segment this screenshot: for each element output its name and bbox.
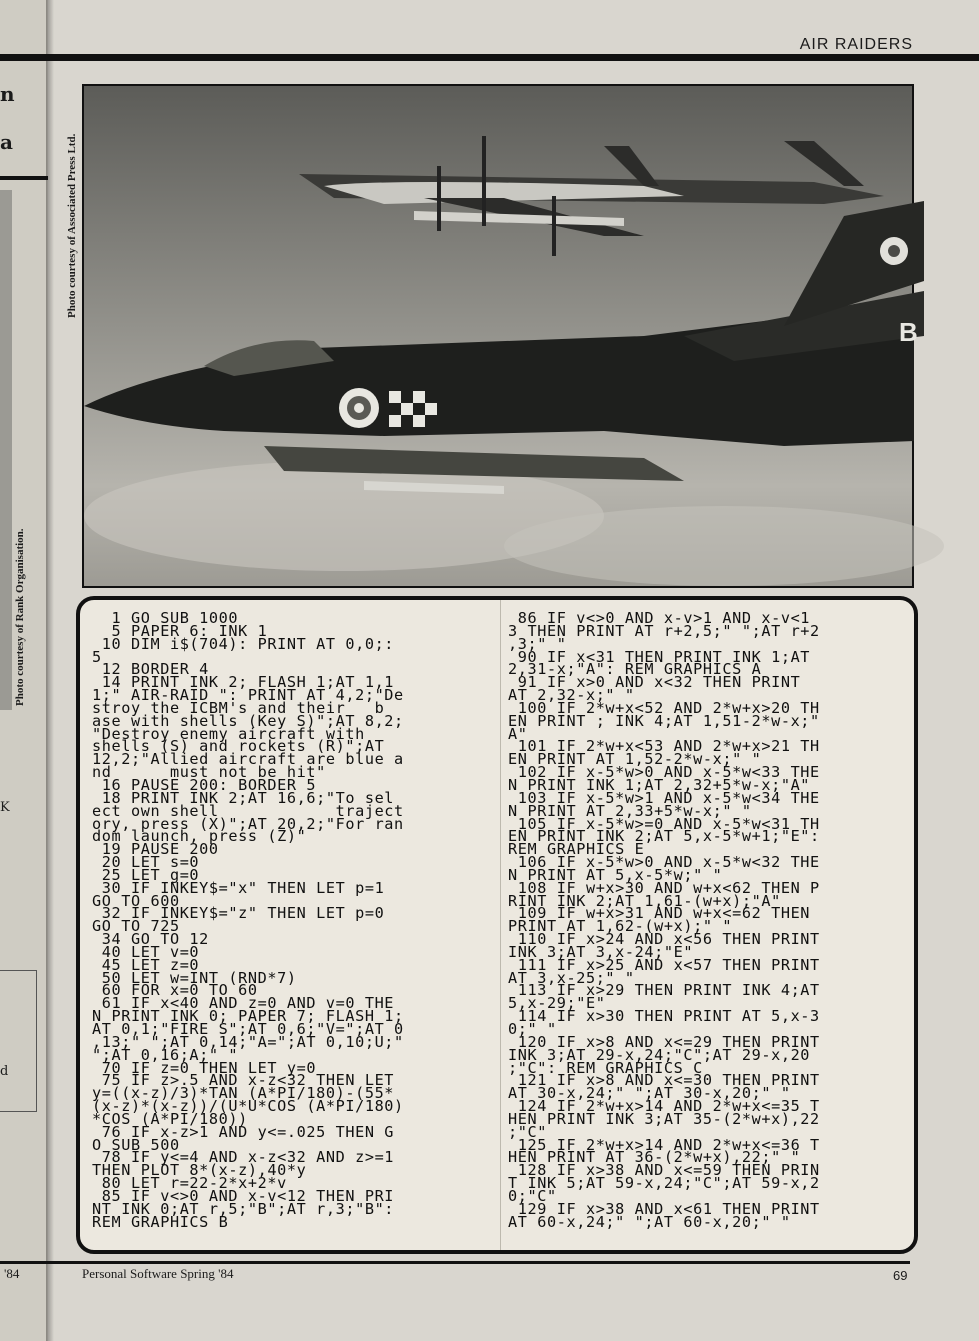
listing-line: ;"C" — [508, 1122, 547, 1141]
left-page-letter-d: d — [0, 1064, 9, 1079]
listing-line: EN PRINT ; INK 4;AT 1,51-2*w-x;" — [508, 711, 820, 730]
listing-line: ase with shells (Key S)";AT 8,2; — [92, 711, 404, 730]
listing-line: 129 IF x>38 AND x<61 THEN PRINT — [508, 1199, 820, 1218]
listing-column-divider — [500, 600, 501, 1250]
listing-line: A" — [508, 724, 528, 743]
listing-line: AT 3,x-25;" " — [508, 968, 635, 987]
listing-line: 12,2;"Allied aircraft are blue a — [92, 750, 404, 769]
listing-line: 45 LET z=0 — [92, 955, 200, 974]
listing-line: ect own shell traject — [92, 801, 404, 820]
listing-line: AT 0,1;"FIRE S";AT 0,6;"V=";AT 0 — [92, 1020, 404, 1038]
listing-line: 32 IF INKEY$="z" THEN LET p=0 — [92, 904, 385, 923]
aircraft-photo-illustration — [84, 86, 918, 586]
listing-line: 75 IF z>.5 AND x-z<32 THEN LET — [92, 1071, 395, 1090]
listing-line: EN PRINT AT 1,52-2*w-x;" " — [508, 750, 762, 769]
photo-credit-rank-organisation: Photo courtesy of Rank Organisation. — [14, 528, 26, 706]
listing-line: 50 LET w=INT (RND*7) — [92, 968, 297, 987]
listing-line: 105 IF x-5*w>=0 AND x-5*w<31 TH — [508, 814, 820, 833]
listing-line: 3 THEN PRINT AT r+2,5;" ";AT r+2 — [508, 621, 820, 640]
tail-marking: B — [899, 317, 918, 347]
listing-line: 85 IF v<>0 AND x-v<12 THEN PRI — [92, 1186, 395, 1205]
listing-line: 19 PAUSE 200 — [92, 840, 219, 859]
page-number: 69 — [893, 1268, 908, 1283]
listing-line: GO TO 600 — [92, 891, 180, 910]
listing-line: 25 LET g=0 — [92, 865, 200, 884]
listing-line: 124 IF 2*w+x>14 AND 2*w+x<=35 T — [508, 1097, 820, 1116]
listing-line: 5,x-29;"E" — [508, 994, 606, 1013]
listing-line: 91 IF x>0 AND x<32 THEN PRINT — [508, 673, 801, 692]
footer-rule — [0, 1261, 910, 1264]
listing-line: N PRINT INK 1;AT 2,32+5*w-x;"A" — [508, 775, 811, 794]
listing-line: 120 IF x>8 AND x<=29 THEN PRINT — [508, 1032, 820, 1051]
listing-line: 0;" " — [508, 1020, 557, 1038]
listing-line: N PRINT INK 0; PAPER 7; FLASH 1; — [92, 1007, 404, 1026]
listing-line: N PRINT AT 5,x-5*w;" " — [508, 865, 723, 884]
listing-line: 20 LET s=0 — [92, 853, 200, 872]
listing-line: 90 IF x<31 THEN PRINT INK 1;AT — [508, 647, 811, 666]
listing-line: NT INK 0;AT r,5;"B";AT r,3;"B": — [92, 1199, 395, 1218]
listing-line: (x-z)*(x-z))/(U*U*COS (A*PI/180) — [92, 1097, 404, 1116]
left-page-footer-fragment: '84 — [4, 1266, 20, 1281]
listing-line: INK 3;AT 29-x,24;"C";AT 29-x,20 — [508, 1045, 811, 1064]
listing-line: EN PRINT INK 2;AT 5,x-5*w+1;"E": — [508, 827, 820, 846]
listing-line: 70 IF z=0 THEN LET y=0 — [92, 1058, 317, 1077]
listing-column-right — [508, 609, 903, 1231]
listing-line: 100 IF 2*w+x<52 AND 2*w+x>20 TH — [508, 698, 820, 717]
listing-line: 1 GO SUB 1000 — [92, 609, 239, 627]
listing-line: 16 PAUSE 200: BORDER 5 — [92, 775, 317, 794]
listing-line: O SUB 500 — [92, 1135, 180, 1154]
listing-line: stroy the ICBM's and their b — [92, 698, 385, 717]
listing-line: 12 BORDER 4 — [92, 660, 209, 679]
listing-line: REM GRAPHICS B — [92, 1212, 229, 1231]
listing-line: 30 IF INKEY$="x" THEN LET p=1 — [92, 878, 385, 897]
listing-line: THEN PLOT 8*(x-z),40*y — [92, 1161, 307, 1180]
left-page-rule — [0, 176, 48, 180]
listing-line: 80 LET r=22-2*x+2*v — [92, 1174, 287, 1193]
listing-line: 110 IF x>24 AND x<56 THEN PRINT — [508, 930, 820, 949]
listing-line: 34 GO TO 12 — [92, 930, 209, 949]
left-page-box — [0, 970, 37, 1112]
header-rule — [0, 54, 979, 61]
listing-line: ,13;" ";AT 0,14;"A=";AT 0,10;U;" — [92, 1032, 404, 1051]
listing-line: y=((x-z)/3)*TAN (A*PI/180)-(55* — [92, 1084, 395, 1103]
listing-line: HEN PRINT AT 36-(2*w+x),22;" " — [508, 1148, 801, 1167]
listing-line: "Destroy enemy aircraft with — [92, 724, 365, 743]
listing-line: PRINT AT 1,62-(w+x);" " — [508, 917, 733, 936]
listing-column-left — [92, 609, 492, 1231]
listing-line: RINT INK 2;AT 1,61-(w+x);"A" — [508, 891, 781, 910]
aircraft-photo — [82, 84, 918, 588]
listing-line: HEN PRINT INK 3;AT 35-(2*w+x),22 — [508, 1109, 820, 1128]
listing-line: GO TO 725 — [92, 917, 180, 936]
listing-line: 1;" AIR-RAID ": PRINT AT 4,2;"De — [92, 686, 404, 705]
listing-line: *COS (A*PI/180)) — [92, 1109, 248, 1128]
listing-line: 5 PAPER 6: INK 1 — [92, 621, 268, 640]
listing-line: 78 IF y<=4 AND x-z<32 AND z>=1 — [92, 1148, 395, 1167]
listing-line: INK 3;AT 3,x-24;"E" — [508, 942, 694, 961]
left-page-letter-k: K — [0, 800, 10, 815]
listing-line: 10 DIM i$(704): PRINT AT 0,0;: — [92, 634, 395, 653]
listing-line: REM GRAPHICS E — [508, 840, 645, 859]
listing-line: shells (S) and rockets (R)";AT — [92, 737, 385, 756]
binding-shadow — [46, 0, 54, 1341]
listing-line: 14 PRINT INK 2; FLASH 1;AT 1,1 — [92, 673, 395, 692]
listing-line: ";AT 0,16;A;" " — [92, 1045, 239, 1064]
listing-line: 103 IF x-5*w>1 AND x-5*w<34 THE — [508, 788, 820, 807]
listing-line: 2,31-x;"A": REM GRAPHICS A — [508, 660, 762, 679]
listing-line: AT 2,32-x;" " — [508, 686, 635, 705]
listing-line: 125 IF 2*w+x>14 AND 2*w+x<=36 T — [508, 1135, 820, 1154]
listing-line: 109 IF w+x>31 AND w+x<=62 THEN — [508, 904, 811, 923]
left-page-photo-strip — [0, 190, 12, 710]
listing-line: 102 IF x-5*w>0 AND x-5*w<33 THE — [508, 763, 820, 782]
listing-line: 113 IF x>29 THEN PRINT INK 4;AT — [508, 981, 820, 1000]
listing-line: 128 IF x>38 AND x<=59 THEN PRIN — [508, 1161, 820, 1180]
listing-line: AT 30-x,24;" ";AT 30-x,20;" " — [508, 1084, 791, 1103]
listing-line: 61 IF x<40 AND z=0 AND v=0 THE — [92, 994, 395, 1013]
listing-line: 121 IF x>8 AND x<=30 THEN PRINT — [508, 1071, 820, 1090]
listing-line: N PRINT AT 2,33+5*w-x;" " — [508, 801, 752, 820]
listing-line: 114 IF x>30 THEN PRINT AT 5,x-3 — [508, 1007, 820, 1026]
listing-line: ory, press (X)";AT 20,2;"For ran — [92, 814, 404, 833]
listing-line: 106 IF x-5*w>0 AND x-5*w<32 THE — [508, 853, 820, 872]
listing-line: 40 LET v=0 — [92, 942, 200, 961]
listing-line: T INK 5;AT 59-x,24;"C";AT 59-x,2 — [508, 1174, 820, 1193]
listing-line: dom launch, press (Z)" — [92, 827, 307, 846]
listing-line: 76 IF x-z>1 AND y<=.025 THEN G — [92, 1122, 395, 1141]
listing-line: 86 IF v<>0 AND x-v>1 AND x-v<1 — [508, 609, 811, 627]
left-page-letter-n: n — [0, 82, 15, 106]
listing-line: 5 — [92, 647, 102, 666]
left-page-letter-a: a — [0, 130, 13, 154]
listing-line: 60 FOR x=0 TO 60 — [92, 981, 258, 1000]
listing-line: ,3;" " — [508, 634, 567, 653]
photo-credit-associated-press: Photo courtesy of Associated Press Ltd. — [66, 133, 78, 318]
listing-line: 108 IF w+x>30 AND w+x<62 THEN P — [508, 878, 820, 897]
listing-line: AT 60-x,24;" ";AT 60-x,20;" " — [508, 1212, 791, 1231]
listing-line: 0;"C" — [508, 1186, 557, 1205]
listing-line: 111 IF x>25 AND x<57 THEN PRINT — [508, 955, 820, 974]
listing-line: nd must not be hit" — [92, 763, 326, 782]
section-title: AIR RAIDERS — [799, 36, 913, 53]
listing-line: 18 PRINT INK 2;AT 16,6;"To sel — [92, 788, 395, 807]
program-listing — [76, 596, 918, 1254]
publication-name: Personal Software Spring '84 — [82, 1266, 234, 1281]
listing-line: 101 IF 2*w+x<53 AND 2*w+x>21 TH — [508, 737, 820, 756]
listing-line: ;"C": REM GRAPHICS C — [508, 1058, 703, 1077]
